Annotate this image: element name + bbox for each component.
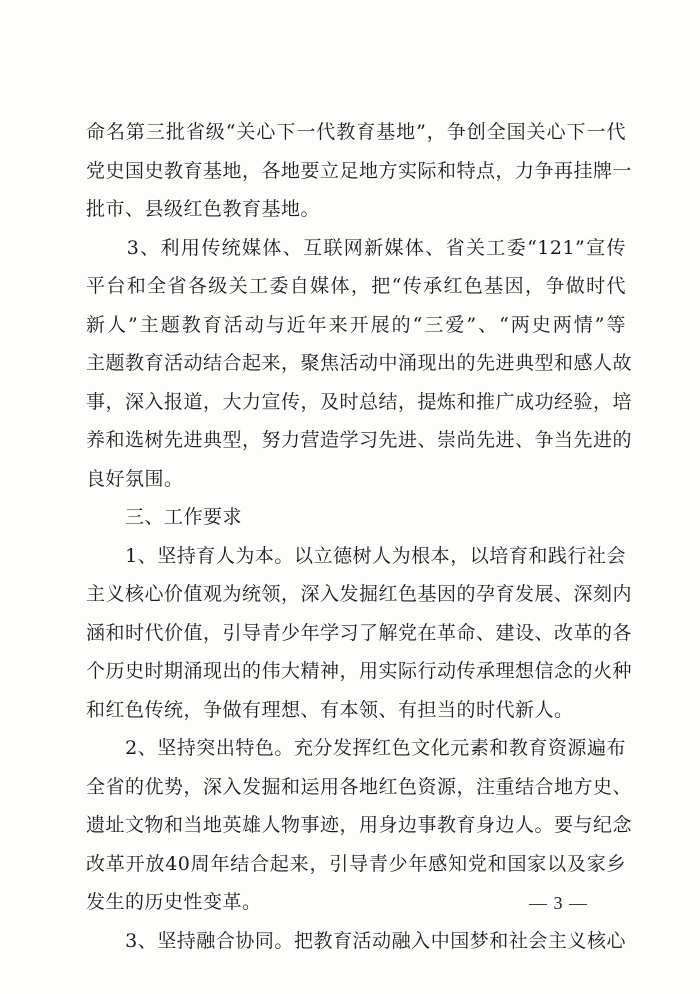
text-line: 主义核心价值观为统领，深入发掘红色基因的孕育发展、深刻内	[86, 583, 633, 605]
text-line: 1、坚持育人为本。以立德树人为根本，以培育和践行社会	[86, 544, 626, 567]
text-line: 党史国史教育基地，各地要立足地方实际和特点，力争再挂牌一	[86, 159, 633, 182]
text-line: 新人”主题教育活动与近年来开展的“三爱”、“两史两情”等	[86, 313, 626, 336]
text-line: 全省的优势，深入发掘和运用各地红色资源，注重结合地方史、	[86, 775, 633, 798]
text-line: 2、坚持突出特色。充分发挥红色文化元素和教育资源遍布	[86, 737, 626, 759]
body-text	[86, 113, 633, 960]
text-line: 3、利用传统媒体、互联网新媒体、省关工委“121”宣传	[86, 236, 626, 259]
text-line: 3、坚持融合协同。把教育活动融入中国梦和社会主义核心	[86, 929, 626, 952]
text-line: 平台和全省各级关工委自媒体，把“传承红色基因，争做时代	[86, 275, 626, 297]
text-line: 涵和时代价值，引导青少年学习了解党在革命、建设、改革的各	[86, 621, 633, 644]
text-line: 和红色传统，争做有理想、有本领、有担当的时代新人。	[86, 698, 574, 721]
text-line: 命名第三批省级“关心下一代教育基地”，争创全国关心下一代	[86, 121, 626, 143]
text-line: 遗址文物和当地英雄人物事迹，用身边事教育身边人。要与纪念	[86, 814, 633, 836]
text-line: 发生的历史性变革。	[86, 891, 262, 913]
text-line: 改革开放40周年结合起来，引导青少年感知党和国家以及家乡	[86, 852, 626, 875]
text-line: 主题教育活动结合起来，聚焦活动中涌现出的先进典型和感人故	[86, 352, 633, 374]
page-number: — 3 —	[529, 893, 588, 913]
text-line: 个历史时期涌现出的伟大精神，用实际行动传承理想信念的火种	[86, 660, 633, 682]
section-heading: 三、工作要求	[86, 506, 243, 528]
text-line: 批市、县级红色教育基地。	[86, 198, 321, 220]
text-line: 事，深入报道，大力宣传，及时总结，提炼和推广成功经验，培	[86, 390, 633, 413]
text-line: 养和选树先进典型，努力营造学习先进、崇尚先进、争当先进的	[86, 429, 633, 451]
text-line: 良好氛围。	[86, 467, 184, 490]
